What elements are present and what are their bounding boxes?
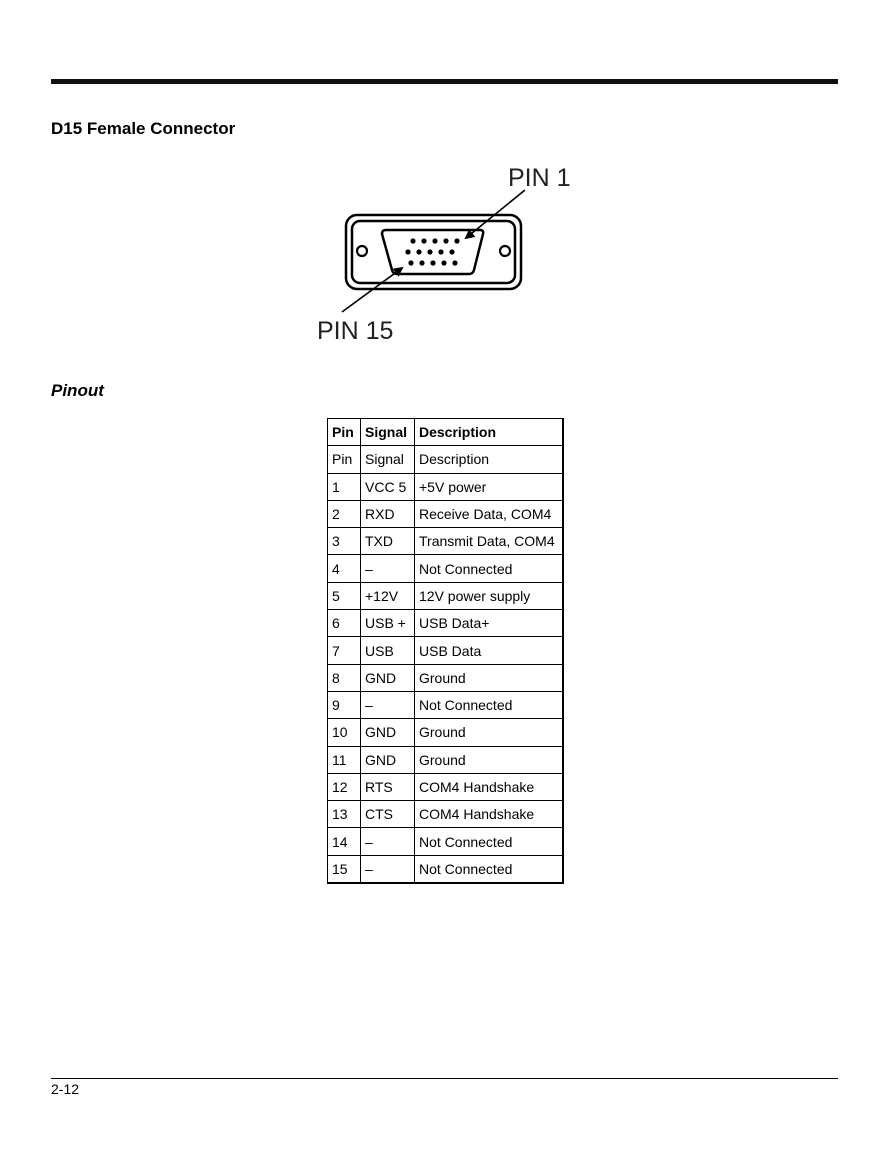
table-row: [328, 691, 564, 718]
cell-pin: 3: [328, 528, 361, 555]
cell-description: COM4 Handshake: [415, 801, 564, 828]
cell-pin: 15: [328, 855, 361, 883]
cell-signal: –: [361, 555, 415, 582]
table-row: [328, 855, 564, 883]
cell-pin: 10: [328, 719, 361, 746]
cell-pin: Pin: [328, 446, 361, 473]
cell-signal: GND: [361, 719, 415, 746]
cell-pin: 13: [328, 801, 361, 828]
cell-signal: USB: [361, 637, 415, 664]
cell-pin: 7: [328, 637, 361, 664]
cell-description: Not Connected: [415, 828, 564, 855]
cell-description: Ground: [415, 664, 564, 691]
cell-description: USB Data+: [415, 610, 564, 637]
cell-signal: GND: [361, 664, 415, 691]
cell-description: Description: [415, 446, 564, 473]
cell-pin: 8: [328, 664, 361, 691]
table-row: [328, 664, 564, 691]
cell-pin: 11: [328, 746, 361, 773]
table-row: [328, 446, 564, 473]
cell-signal: TXD: [361, 528, 415, 555]
cell-signal: VCC 5: [361, 473, 415, 500]
cell-signal: +12V: [361, 582, 415, 609]
cell-pin: 12: [328, 773, 361, 800]
cell-description: 12V power supply: [415, 582, 564, 609]
table-row: [328, 555, 564, 582]
table-row: [328, 500, 564, 527]
table-row: [328, 746, 564, 773]
cell-signal: –: [361, 691, 415, 718]
cell-pin: 4: [328, 555, 361, 582]
footer-rule: [51, 1078, 838, 1079]
pin1-label: PIN 1: [508, 164, 571, 192]
table-row: [328, 610, 564, 637]
pinout-table: [327, 418, 564, 884]
table-row: [328, 801, 564, 828]
table-row: [328, 637, 564, 664]
pinout-title: Pinout: [51, 381, 104, 400]
table-row: [328, 828, 564, 855]
cell-pin: 2: [328, 500, 361, 527]
cell-pin: 14: [328, 828, 361, 855]
cell-signal: –: [361, 855, 415, 883]
cell-signal: GND: [361, 746, 415, 773]
cell-pin: 9: [328, 691, 361, 718]
cell-description: Ground: [415, 746, 564, 773]
table-row: [328, 582, 564, 609]
page-number: 2-12: [51, 1081, 80, 1097]
pin15-label: PIN 15: [317, 317, 394, 345]
cell-description: Not Connected: [415, 855, 564, 883]
table-row: [328, 528, 564, 555]
cell-description: +5V power: [415, 473, 564, 500]
cell-signal: RXD: [361, 500, 415, 527]
cell-signal: –: [361, 828, 415, 855]
d15-connector-diagram: [300, 150, 600, 355]
cell-description: USB Data: [415, 637, 564, 664]
table-row: [328, 719, 564, 746]
table-row: [328, 473, 564, 500]
table-body: [328, 446, 564, 883]
cell-signal: CTS: [361, 801, 415, 828]
cell-description: COM4 Handshake: [415, 773, 564, 800]
header-signal: Signal: [361, 419, 415, 446]
cell-description: Receive Data, COM4: [415, 500, 564, 527]
cell-signal: USB +: [361, 610, 415, 637]
cell-description: Not Connected: [415, 555, 564, 582]
header-rule: [51, 79, 838, 84]
header-pin: Pin: [328, 419, 361, 446]
cell-pin: 6: [328, 610, 361, 637]
section-title: D15 Female Connector: [51, 119, 236, 138]
cell-signal: RTS: [361, 773, 415, 800]
table-row: [328, 773, 564, 800]
cell-pin: 1: [328, 473, 361, 500]
table-header-row: [328, 419, 564, 446]
cell-pin: 5: [328, 582, 361, 609]
cell-signal: Signal: [361, 446, 415, 473]
cell-description: Ground: [415, 719, 564, 746]
cell-description: Transmit Data, COM4: [415, 528, 564, 555]
header-description: Description: [415, 419, 564, 446]
cell-description: Not Connected: [415, 691, 564, 718]
